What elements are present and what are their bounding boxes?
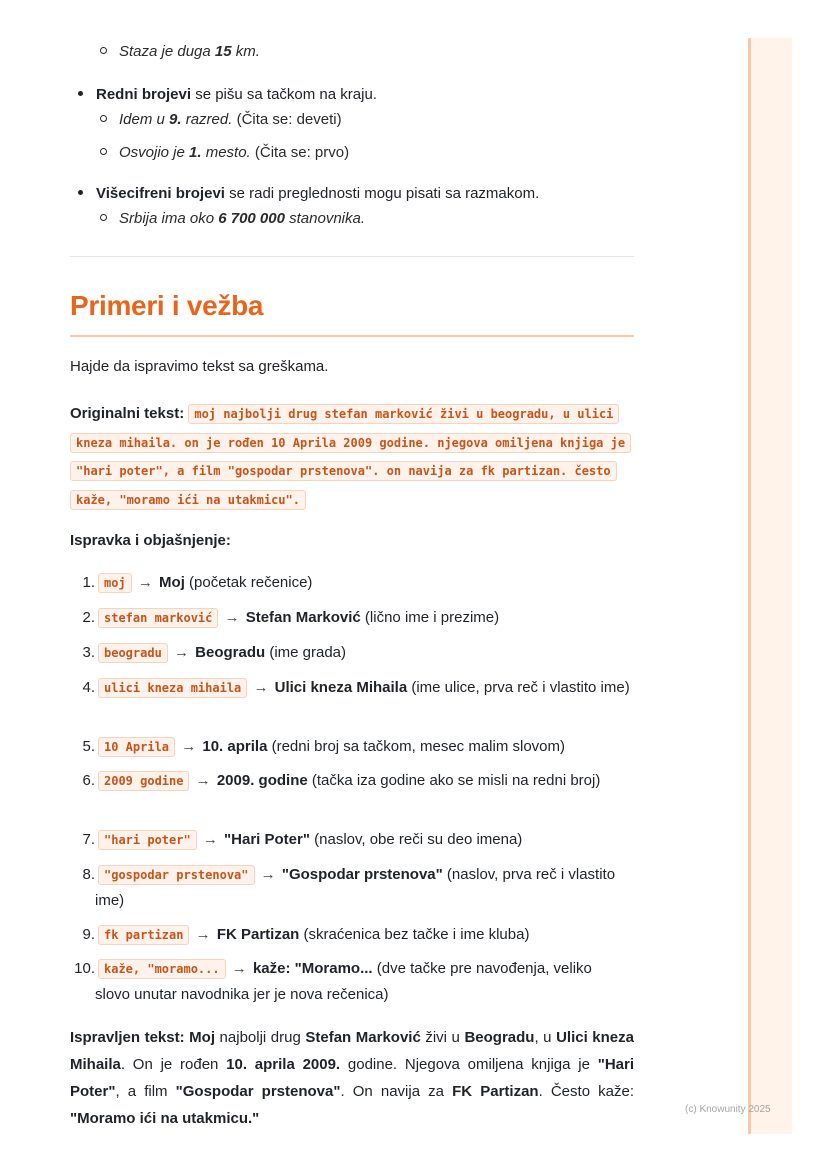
corrected-form: Moj xyxy=(159,574,185,591)
arrow-right-icon: → xyxy=(231,960,247,977)
corrected-form: Ulici kneza Mihaila xyxy=(274,679,408,696)
arrow-right-icon: → xyxy=(195,926,211,943)
list-number: 10. xyxy=(74,960,95,977)
circle-bullet-icon xyxy=(100,148,107,155)
arrow-right-icon: → xyxy=(224,609,240,626)
heading-underline xyxy=(70,335,634,337)
sub-item-track-length: Staza je duga 15 km. xyxy=(100,43,260,60)
corrected-form: Beogradu xyxy=(195,644,266,661)
list-number: 2. xyxy=(82,609,95,626)
correction-item xyxy=(70,570,630,596)
sub-item-ordinal-example-1: Idem u 9. razred. (Čita se: deveti) xyxy=(100,111,342,128)
wrong-form-code: fk partizan xyxy=(98,925,189,945)
correction-note: (skraćenica bez tačke i ime kluba) xyxy=(299,926,530,943)
correction-note: (lično ime i prezime) xyxy=(360,609,500,626)
correction-item xyxy=(70,922,630,948)
arrow-right-icon: → xyxy=(173,644,189,661)
correction-heading: Ispravka i objašnjenje: xyxy=(70,532,231,549)
original-text-block xyxy=(70,400,636,514)
copyright-notice: (c) Knowunity 2025 xyxy=(685,1104,771,1115)
disc-bullet-icon xyxy=(78,91,83,96)
sub-item-population-example: Srbija ima oko 6 700 000 stanovnika. xyxy=(100,210,365,227)
corrected-plain: godine. Njegova omiljena knjiga je xyxy=(340,1056,598,1073)
corrected-text-label: Ispravljen tekst: xyxy=(70,1029,185,1046)
sidebar-accent-line xyxy=(748,38,751,1134)
corrected-plain: , a film xyxy=(115,1083,176,1100)
correction-note: (dve tačke pre navođenja, veliko slovo unutar navodnika jer je nova rečenica) xyxy=(95,960,592,1003)
correction-item xyxy=(70,768,630,794)
wrong-form-code: ulici kneza mihaila xyxy=(98,678,247,698)
sidebar-strip xyxy=(748,38,792,1134)
wrong-form-code: stefan marković xyxy=(98,608,218,628)
correction-note: (ime ulice, prva reč i vlastito ime) xyxy=(407,679,630,696)
wrong-form-code: beogradu xyxy=(98,643,168,663)
list-number: 3. xyxy=(82,644,95,661)
arrow-right-icon: → xyxy=(195,772,211,789)
list-number: 9. xyxy=(82,926,95,943)
corrected-bold: "Moramo ići na utakmicu." xyxy=(70,1110,260,1127)
corrected-plain: , u xyxy=(534,1029,557,1046)
arrow-right-icon: → xyxy=(253,679,269,696)
corrected-bold: Stefan Marković xyxy=(305,1029,421,1046)
bullet-multidigit-numbers: Višecifreni brojevi se radi preglednosti mogu pisati sa razmakom. xyxy=(78,185,539,202)
correction-note: (naslov, obe reči su deo imena) xyxy=(309,831,523,848)
wrong-form-code: kaže, "moramo... xyxy=(98,959,226,979)
disc-bullet-icon xyxy=(78,190,83,195)
list-number: 7. xyxy=(82,831,95,848)
corrected-form: "Hari Poter" xyxy=(224,831,310,848)
correction-item xyxy=(70,862,630,913)
correction-note: (ime grada) xyxy=(265,644,347,661)
correction-item xyxy=(70,827,630,853)
corrected-bold: FK Partizan xyxy=(452,1083,539,1100)
corrected-plain: živi u xyxy=(420,1029,465,1046)
corrected-text xyxy=(70,1024,634,1132)
correction-item xyxy=(70,675,630,701)
correction-item xyxy=(70,956,630,1007)
arrow-right-icon: → xyxy=(137,574,153,591)
arrow-right-icon: → xyxy=(181,738,197,755)
corrected-form: FK Partizan xyxy=(216,926,300,943)
list-number: 5. xyxy=(82,738,95,755)
correction-note: (početak rečenice) xyxy=(184,574,313,591)
circle-bullet-icon xyxy=(100,115,107,122)
corrected-form: 10. aprila xyxy=(202,738,268,755)
arrow-right-icon: → xyxy=(202,831,218,848)
correction-item xyxy=(70,640,630,666)
wrong-form-code: moj xyxy=(98,573,132,593)
wrong-form-code: "hari poter" xyxy=(98,830,197,850)
corrected-bold: "Gospodar prstenova" xyxy=(175,1083,341,1100)
correction-item xyxy=(70,734,630,760)
correction-note: (redni broj sa tačkom, mesec malim slovom) xyxy=(267,738,565,755)
corrected-bold: Beogradu xyxy=(464,1029,535,1046)
original-text-code: moj najbolji drug stefan marković živi u beogradu, u ulici kneza mihaila. on je rođen 10 Aprila 2009 godine. njegova omiljena knjiga je "hari poter", a film "gospodar prstenova". on navija za fk partizan. često kaže, "moramo ići na utakmicu". xyxy=(70,404,631,510)
corrected-bold: 10. aprila 2009. xyxy=(226,1056,341,1073)
list-number: 4. xyxy=(82,679,95,696)
corrected-form: Stefan Marković xyxy=(245,609,361,626)
list-number: 6. xyxy=(82,772,95,789)
bullet-ordinal-numbers: Redni brojevi se pišu sa tačkom na kraju. xyxy=(78,86,377,103)
sub-item-ordinal-example-2: Osvojio je 1. mesto. (Čita se: prvo) xyxy=(100,144,349,161)
correction-note: (tačka iza godine ako se misli na redni broj) xyxy=(307,772,601,789)
corrected-bold: "Hari Poter" xyxy=(70,1056,634,1100)
intro-text: Hajde da ispravimo tekst sa greškama. xyxy=(70,358,329,375)
original-text-label: Originalni tekst: xyxy=(70,405,185,422)
list-number: 8. xyxy=(82,866,95,883)
corrected-plain: . Često kaže: xyxy=(538,1083,634,1100)
circle-bullet-icon xyxy=(100,47,107,54)
section-divider xyxy=(70,256,634,257)
wrong-form-code: 10 Aprila xyxy=(98,737,175,757)
circle-bullet-icon xyxy=(100,214,107,221)
list-number: 1. xyxy=(82,574,95,591)
wrong-form-code: "gospodar prstenova" xyxy=(98,865,255,885)
corrected-form: 2009. godine xyxy=(216,772,308,789)
corrected-form: kaže: "Moramo... xyxy=(252,960,373,977)
corrected-plain: najbolji drug xyxy=(215,1029,306,1046)
wrong-form-code: 2009 godine xyxy=(98,771,189,791)
corrected-bold: Moj xyxy=(189,1029,215,1046)
correction-item xyxy=(70,605,630,631)
corrected-plain: . On je rođen xyxy=(120,1056,227,1073)
correction-note: (naslov, prva reč i vlastito ime) xyxy=(95,866,616,909)
corrected-bold: Ulici kneza Mihaila xyxy=(70,1029,634,1073)
corrected-form: "Gospodar prstenova" xyxy=(281,866,443,883)
section-heading: Primeri i vežba xyxy=(70,290,264,321)
arrow-right-icon: → xyxy=(260,866,276,883)
corrected-plain: . On navija za xyxy=(340,1083,453,1100)
